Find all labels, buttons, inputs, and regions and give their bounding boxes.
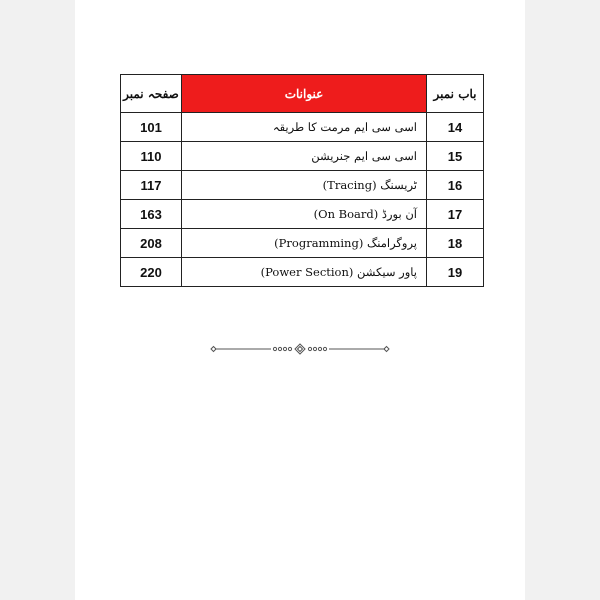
table-row (121, 113, 484, 142)
chapter-number: 15 (427, 142, 484, 171)
chapter-number: 19 (427, 258, 484, 287)
diamond-divider-icon (209, 342, 391, 356)
document-page (75, 0, 525, 600)
chapter-title: ٹریسنگ (Tracing) (182, 171, 427, 200)
table-header-row (121, 75, 484, 113)
chapter-title: اسی سی ایم جنریشن (182, 142, 427, 171)
table-row (121, 171, 484, 200)
table-of-contents (120, 74, 484, 287)
chapter-title: پروگرامنگ (Programming) (182, 229, 427, 258)
table-row (121, 142, 484, 171)
chapter-number: 16 (427, 171, 484, 200)
page-number: 163 (121, 200, 182, 229)
page-number: 117 (121, 171, 182, 200)
page-number: 208 (121, 229, 182, 258)
chapter-title: اسی سی ایم مرمت کا طریقہ (182, 113, 427, 142)
page-number: 110 (121, 142, 182, 171)
chapter-title: آن بورڈ (On Board) (182, 200, 427, 229)
titles-header: عنوانات (182, 75, 427, 113)
table-row (121, 258, 484, 287)
chapter-number: 14 (427, 113, 484, 142)
table-row (121, 200, 484, 229)
page-number-header: صفحہ نمبر (121, 75, 182, 113)
page-number: 101 (121, 113, 182, 142)
chapter-number-header: باب نمبر (427, 75, 484, 113)
chapter-number: 17 (427, 200, 484, 229)
chapter-number: 18 (427, 229, 484, 258)
table-row (121, 229, 484, 258)
chapter-title: پاور سیکشن (Power Section) (182, 258, 427, 287)
page-number: 220 (121, 258, 182, 287)
